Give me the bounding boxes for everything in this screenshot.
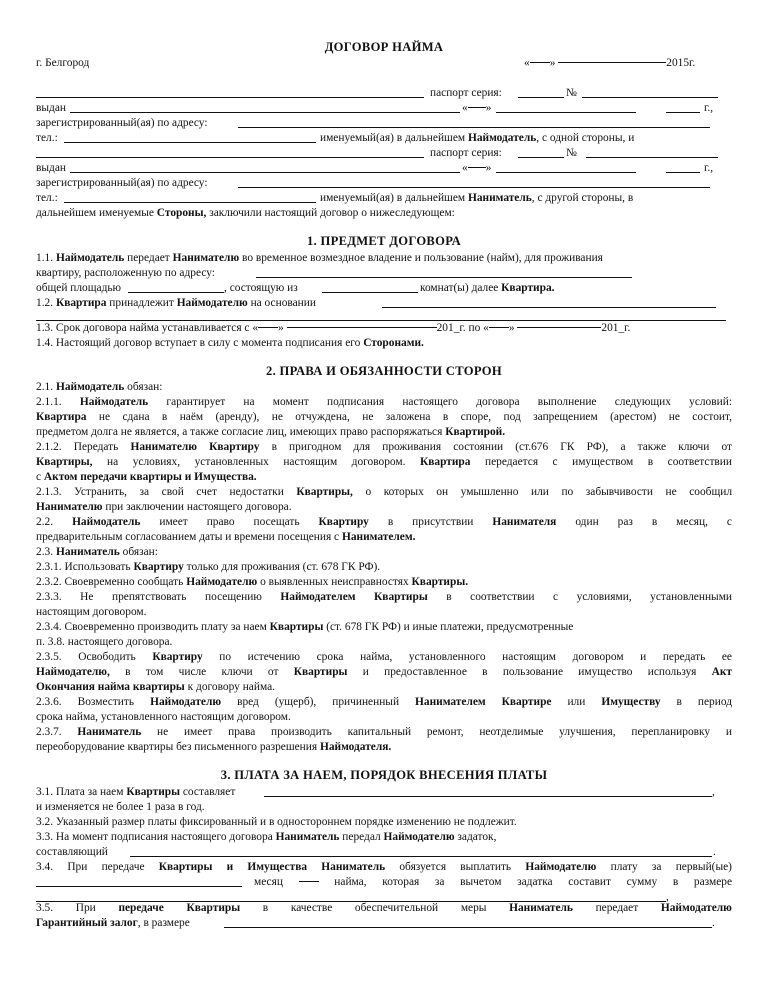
section-2-title: 2. ПРАВА И ОБЯЗАННОСТИ СТОРОН [266,364,502,378]
registered-label: зарегистрированный(ая) по адресу: [36,117,208,129]
clause-2-3-6-b: срока найма, установленного настоящим договором. [36,711,291,723]
clause-1-2: 1.2. Квартира принадлежит Наймодателю на основании [36,297,316,309]
clause-2-3-5-b: Наймодателю, в том числе ключи от Квартиры и предоставленное в пользование имущество используя Акт [36,666,732,678]
tenant-issued-by[interactable] [70,172,460,173]
year-suffix: г., [704,162,714,174]
flat-address-field[interactable] [256,277,632,278]
clause-3-4-b: месяц найма, которая за вычетом задатка составит сумму в размере [254,876,732,888]
clause-2-3-7: 2.3.7. Наниматель не имеет права производить капитальный ремонт, неотделимые улучшения, перепланировку и [36,726,732,738]
rooms-field[interactable] [322,292,418,293]
consist-label: , состоящую из [224,282,298,294]
issued-date-1: « » [462,102,492,114]
ownership-basis-field[interactable] [382,307,716,308]
tenant-name-field[interactable] [36,157,424,158]
period: . [712,917,715,929]
phone-label: тел.: [36,192,58,204]
clause-2-3-3: 2.3.3. Не препятствовать посещению Наймодателем Квартиры в соответствии с условиями, установленными [36,591,732,603]
clause-2-1: 2.1. Наймодатель обязан: [36,381,163,393]
issued-label: выдан [36,162,66,174]
tenant-issued-year[interactable] [666,172,700,173]
landlord-address[interactable] [238,127,710,128]
tenant-address[interactable] [238,187,710,188]
section-3-title: 3. ПЛАТА ЗА НАЕМ, ПОРЯДОК ВНЕСЕНИЯ ПЛАТЫ [220,768,548,782]
registered-label: зарегистрированный(ая) по адресу: [36,177,208,189]
comma: , [712,786,715,798]
landlord-issued-month[interactable] [496,112,636,113]
clause-2-3-5-c: Окончания найма квартиры к договору найма. [36,681,275,693]
landlord-issued-by[interactable] [70,112,460,113]
clause-2-1-3-b: Нанимателю при заключении настоящего договора. [36,501,292,513]
clause-2-3-6: 2.3.6. Возместить Наймодателю вред (ущерб), причиненный Нанимателем Квартире или Имуществу в период [36,696,732,708]
clause-2-1-2: 2.1.2. Передать Нанимателю Квартиру в пригодном для проживания состоянии (ст.676 ГК РФ), а также ключи от [36,441,732,453]
clause-2-1-1-b: Квартира не сдана в наём (аренду), не отчуждена, не заложена в споре, под запрещением (арестом) не состоит, [36,411,732,423]
landlord-phone[interactable] [64,142,316,143]
landlord-issued-year[interactable] [666,112,700,113]
city: г. Белгород [36,57,90,69]
area-field[interactable] [128,292,224,293]
clause-2-1-2-c: с Актом передачи квартиры и Имущества. [36,471,257,483]
clause-2-3-1: 2.3.1. Использовать Квартиру только для проживания (ст. 678 ГК РФ). [36,561,381,573]
period: . [713,846,716,858]
passport-row-1: паспорт серия: [430,87,502,99]
clause-2-1-1-c: предметом долга не является, а также согласие лиц, имеющих право распоряжаться Квартирой. [36,426,506,438]
clause-3-5-b: Гарантийный залог, в размере [36,917,190,929]
guarantee-amount-field[interactable] [224,927,712,928]
parties-final: дальнейшем именуемые Стороны, заключили настоящий договор о нижеследующем: [36,207,455,219]
clause-2-3-2: 2.3.2. Своевременно сообщать Наймодателю о выявленных неисправностях Квартиры. [36,576,469,588]
clause-1-1-address-label: квартиру, расположенную по адресу: [36,267,215,279]
phone-label: тел.: [36,132,58,144]
clause-3-1: 3.1. Плата за наем Квартиры составляет [36,786,236,798]
clause-2-1-3: 2.1.3. Устранить, за свой счет недостатки Квартиры, о которых он умышленно или по забывчивости не сообщил [36,486,732,498]
clause-2-3-3-b: настоящим договором. [36,606,147,618]
tenant-passport-number[interactable] [586,157,718,158]
num-sign: № [566,87,577,99]
comma: , [666,891,669,903]
rent-amount-field[interactable] [264,796,712,797]
clause-1-3: 1.3. Срок договора найма устанавливается с « » 201_г. по « » 201_г. [36,322,631,334]
clause-3-5: 3.5. При передаче Квартиры в качестве обеспечительной меры Наниматель передает Наймодателю [36,902,732,914]
clause-1-4: 1.4. Настоящий договор вступает в силу с момента подписания его Сторонами. [36,337,424,349]
clause-3-1-b: и изменяется не более 1 раза в год. [36,801,205,813]
tenant-phone[interactable] [64,202,316,203]
passport-row-2: паспорт серия: [430,147,502,159]
deposit-label: составляющий [36,846,108,858]
landlord-name-field[interactable] [36,97,424,98]
clause-1-1: 1.1. Наймодатель передает Нанимателю во временное возмездное владение и пользование (найм), для проживания [36,252,603,264]
clause-2-2: 2.2. Наймодатель имеет право посещать Квартиру в присутствии Нанимателя один раз в месяц, с [36,516,732,528]
clause-2-3-4-b: п. 3.8. настоящего договора. [36,636,173,648]
year-suffix: г., [704,102,714,114]
clause-3-3: 3.3. На момент подписания настоящего договора Наниматель передал Наймодателю задаток, [36,831,497,843]
clause-3-2: 3.2. Указанный размер платы фиксированный и в одностороннем порядке изменению не подлежит. [36,816,517,828]
first-months-field[interactable] [36,886,242,887]
landlord-named: именуемый(ая) в дальнейшем Наймодатель, с одной стороны, и [320,132,635,144]
document-title: ДОГОВОР НАЙМА [324,40,444,54]
clause-2-3-4: 2.3.4. Своевременно производить плату за наем Квартиры (ст. 678 ГК РФ) и иные платежи, предусмотренные [36,621,574,633]
num-sign: № [566,147,577,159]
rooms-label: комнат(ы) далее Квартира. [420,282,555,294]
clause-2-1-1: 2.1.1. Наймодатель гарантирует на момент подписания настоящего договора выполнение следующих условий: [36,396,732,408]
clause-2-3-7-b: переоборудование квартиры без письменного разрешения Наймодателя. [36,741,392,753]
deposit-amount-field[interactable] [130,856,712,857]
tenant-passport-series[interactable] [518,157,564,158]
landlord-passport-series[interactable] [518,97,564,98]
clause-2-3: 2.3. Наниматель обязан: [36,546,158,558]
landlord-passport-number[interactable] [582,97,718,98]
issued-date-2: « » [462,162,492,174]
tenant-named: именуемый(ая) в дальнейшем Наниматель, с другой стороны, в [320,192,634,204]
clause-2-1-2-b: Квартиры, на условиях, установленных настоящим договором. Квартира передается с имуществом в соответствии [36,456,732,468]
contract-date: « » 2015г. [524,57,696,69]
clause-2-2-b: предварительным согласованием даты и времени посещения с Нанимателем. [36,531,416,543]
issued-label: выдан [36,102,66,114]
area-label: общей площадью [36,282,122,294]
tenant-issued-month[interactable] [496,172,636,173]
section-1-title: 1. ПРЕДМЕТ ДОГОВОРА [306,234,461,248]
clause-2-3-5: 2.3.5. Освободить Квартиру по истечению срока найма, установленного настоящим договором и передать ее [36,651,732,663]
clause-3-4: 3.4. При передаче Квартиры и Имущества Наниматель обязуется выплатить Наймодателю плату за первый(ые) [36,861,732,873]
